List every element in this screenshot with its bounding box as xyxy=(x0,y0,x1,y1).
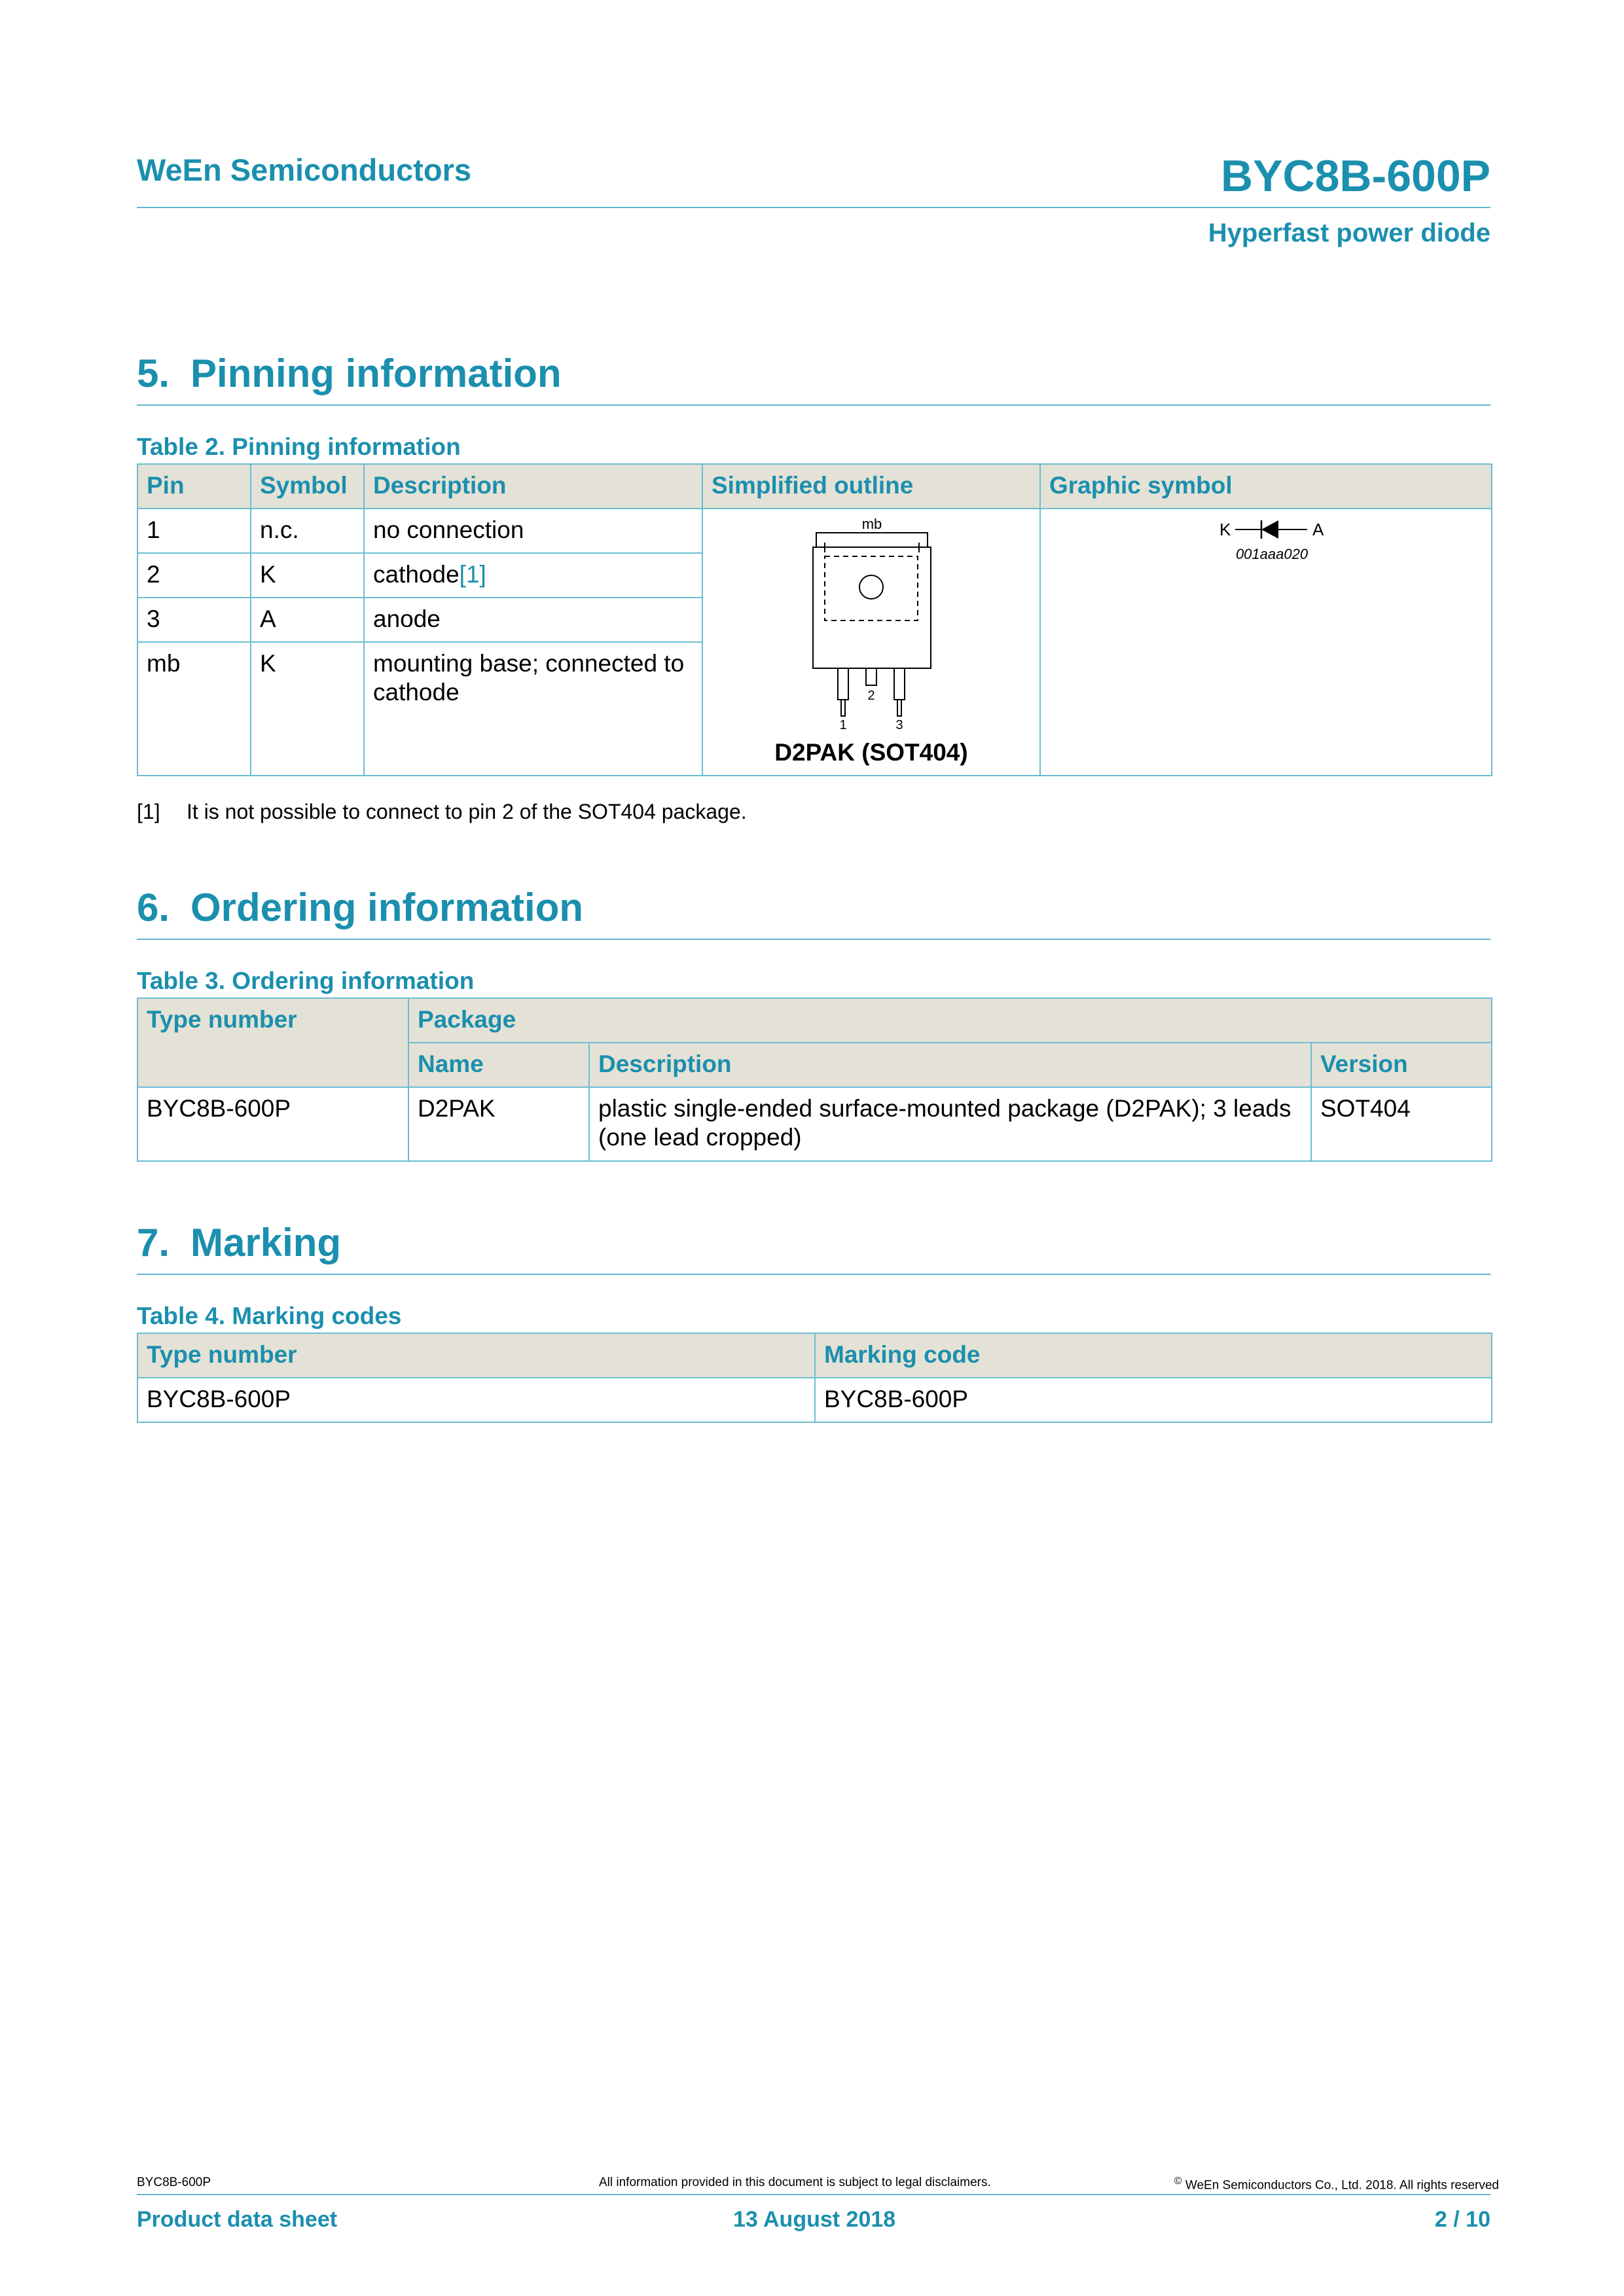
copyright-text: WeEn Semiconductors Co., Ltd. 2018. All rights reserved xyxy=(1185,2178,1499,2193)
outline-pin-label: 2 xyxy=(867,689,875,703)
marking-table xyxy=(137,1333,1492,1423)
cell-description xyxy=(364,553,702,598)
cell-marking-code: BYC8B-600P xyxy=(815,1378,1492,1422)
footer-copyright xyxy=(1174,2176,1499,2193)
package-body xyxy=(813,533,931,668)
cell-version: SOT404 xyxy=(1311,1087,1492,1161)
diode-triangle xyxy=(1261,520,1278,539)
footer-doc-id: BYC8B-600P xyxy=(137,2176,211,2189)
table-note xyxy=(137,800,747,824)
section-rule xyxy=(137,939,1490,940)
cell-pin: 3 xyxy=(137,598,251,642)
section-heading: Ordering information xyxy=(190,886,583,929)
copyright-symbol: © xyxy=(1174,2176,1182,2187)
table-header-row xyxy=(137,1333,1492,1378)
col-type-number: Type number xyxy=(137,1333,815,1378)
section-rule xyxy=(137,404,1490,406)
col-package: Package xyxy=(408,998,1492,1043)
diode-symbol xyxy=(1214,518,1332,564)
cell-type-number: BYC8B-600P xyxy=(137,1378,815,1422)
col-version: Version xyxy=(1311,1043,1492,1087)
description-text: cathode xyxy=(373,561,460,588)
footer-page-number: 2 / 10 xyxy=(1434,2207,1490,2232)
footer-disclaimer: All information provided in this document is subject to legal disclaimers. xyxy=(599,2176,991,2189)
cell-description: no connection xyxy=(364,509,702,553)
symbol-a-label: A xyxy=(1312,520,1324,539)
outline-mb-label: mb xyxy=(861,516,882,532)
section-number: 7. xyxy=(137,1221,170,1265)
graphic-symbol-cell xyxy=(1040,509,1492,776)
table-row xyxy=(137,1087,1492,1161)
table-header-row xyxy=(137,998,1492,1043)
table-row xyxy=(137,1378,1492,1422)
col-name: Name xyxy=(408,1043,589,1087)
table-caption-pinning: Table 2. Pinning information xyxy=(137,433,461,460)
cell-symbol: K xyxy=(251,553,364,598)
col-description: Description xyxy=(364,464,702,509)
note-reference-link[interactable]: [1] xyxy=(459,561,486,588)
footer-rule xyxy=(137,2194,1490,2195)
outline-pin-label: 3 xyxy=(895,718,903,729)
table-caption-ordering: Table 3. Ordering information xyxy=(137,967,475,994)
table-row xyxy=(137,509,1492,553)
section-number: 5. xyxy=(137,351,170,395)
ordering-table xyxy=(137,997,1492,1162)
outline-cell xyxy=(702,509,1040,776)
col-marking-code: Marking code xyxy=(815,1333,1492,1378)
col-type-number: Type number xyxy=(137,998,408,1087)
header-rule xyxy=(137,207,1490,208)
section-heading: Marking xyxy=(190,1221,342,1265)
cell-description: mounting base; connected to cathode xyxy=(364,642,702,776)
col-graphic-symbol: Graphic symbol xyxy=(1040,464,1492,509)
cell-description: plastic single-ended surface-mounted package (D2PAK); 3 leads (one lead cropped) xyxy=(589,1087,1311,1161)
cell-symbol: K xyxy=(251,642,364,776)
cell-type-number: BYC8B-600P xyxy=(137,1087,408,1161)
col-pin: Pin xyxy=(137,464,251,509)
cell-pin: 1 xyxy=(137,509,251,553)
section-number: 6. xyxy=(137,886,170,929)
pinning-table xyxy=(137,463,1492,776)
section-title-marking xyxy=(137,1220,341,1265)
cell-symbol: n.c. xyxy=(251,509,364,553)
section-rule xyxy=(137,1274,1490,1275)
outline-caption: D2PAK (SOT404) xyxy=(774,739,968,766)
part-number: BYC8B-600P xyxy=(1221,151,1490,201)
cell-symbol: A xyxy=(251,598,364,642)
outline-pin-label: 1 xyxy=(839,718,847,729)
d2pak-outline-drawing xyxy=(712,513,1032,729)
section-title-ordering xyxy=(137,885,583,930)
company-name: WeEn Semiconductors xyxy=(137,152,472,187)
document-subtitle: Hyperfast power diode xyxy=(1208,219,1490,247)
cell-name: D2PAK xyxy=(408,1087,589,1161)
section-heading: Pinning information xyxy=(190,351,562,395)
col-simplified-outline: Simplified outline xyxy=(702,464,1040,509)
cell-description: anode xyxy=(364,598,702,642)
symbol-k-label: K xyxy=(1219,520,1231,539)
note-text: It is not possible to connect to pin 2 of the SOT404 package. xyxy=(187,800,747,823)
cell-pin: mb xyxy=(137,642,251,776)
note-marker: [1] xyxy=(137,800,160,823)
table-caption-marking: Table 4. Marking codes xyxy=(137,1302,402,1329)
col-description: Description xyxy=(589,1043,1311,1087)
section-title-pinning xyxy=(137,351,562,396)
table-header-row xyxy=(137,464,1492,509)
footer-date: 13 August 2018 xyxy=(733,2207,896,2232)
cell-pin: 2 xyxy=(137,553,251,598)
symbol-code: 001aaa020 xyxy=(1235,546,1308,562)
col-symbol: Symbol xyxy=(251,464,364,509)
footer-doc-type: Product data sheet xyxy=(137,2207,338,2232)
